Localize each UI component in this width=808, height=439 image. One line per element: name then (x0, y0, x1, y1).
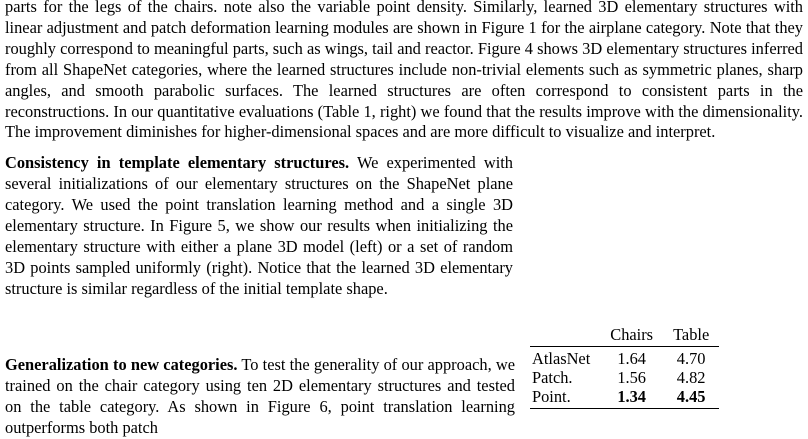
table-cell-table: 4.82 (676, 368, 706, 387)
consistency-and-generalization-section (5, 153, 803, 299)
consistency-heading: Consistency in template elementary structures. (5, 153, 350, 173)
table-header-row (530, 325, 719, 347)
table-header-table: Table (673, 325, 710, 344)
table-row (530, 368, 719, 387)
table-row-name: AtlasNet (532, 349, 591, 368)
generalization-heading: Generalization to new categories. (5, 355, 238, 374)
table-header-chairs: Chairs (610, 325, 654, 344)
table-cell-chairs: 1.56 (617, 368, 646, 387)
results-table-container (526, 325, 796, 409)
table-float-spacer (513, 237, 803, 297)
generalization-column (5, 355, 515, 439)
table-row (530, 347, 719, 369)
generalization-body: To test the generality of our approach, we trained on the chair category using ten 2D elementary structures and tested on the table category. As shown in Figure 6, point translation learning outperforms both patch (5, 355, 515, 437)
table-row-name: Point. (530, 387, 600, 409)
consistency-body: We experimented with several initializations of our elementary structures on the ShapeNet plane category. We used the point translation learning method and a single 3D elementary structure. In Figure 5, we show our results when initializing the elementary structure with either a plane 3D model (left) or a set of random 3D points sampled uniformly (right). Notice that the learned 3D elementary structure is similar regardless of the initial template shape. (5, 153, 513, 298)
table-cell-table-best: 4.45 (663, 387, 719, 409)
paper-page (5, 0, 803, 300)
paragraph-gap (5, 143, 803, 153)
results-table (530, 325, 719, 409)
table-cell-chairs-best: 1.34 (600, 387, 663, 409)
table-row-name: Patch. (532, 368, 573, 387)
paragraph-elementary-structures: parts for the legs of the chairs. note also the variable point density. Similarly, learned 3D elementary structures with linear adjustment and patch deformation learning modules are shown in Figure 1 for the airplane category. Note that they roughly correspond to meaningful parts, such as wings, tail and reactor. Figure 4 shows 3D elementary structures inferred from all ShapeNet categories, where the learned structures include non-trivial elements such as symmetric planes, sharp angles, and smooth parabolic surfaces. The learned structures are often correspond to consistent parts in the reconstructions. In our quantitative evaluations (Table 1, right) we found that the results improve with the dimensionality. The improvement diminishes for higher-dimensional spaces and are more difficult to visualize and interpret. (5, 0, 803, 142)
table-header-empty (530, 325, 600, 347)
paragraph-generalization (5, 355, 515, 439)
table-row (530, 387, 719, 409)
table-cell-chairs: 1.64 (617, 349, 646, 368)
table-cell-table: 4.70 (676, 349, 706, 368)
